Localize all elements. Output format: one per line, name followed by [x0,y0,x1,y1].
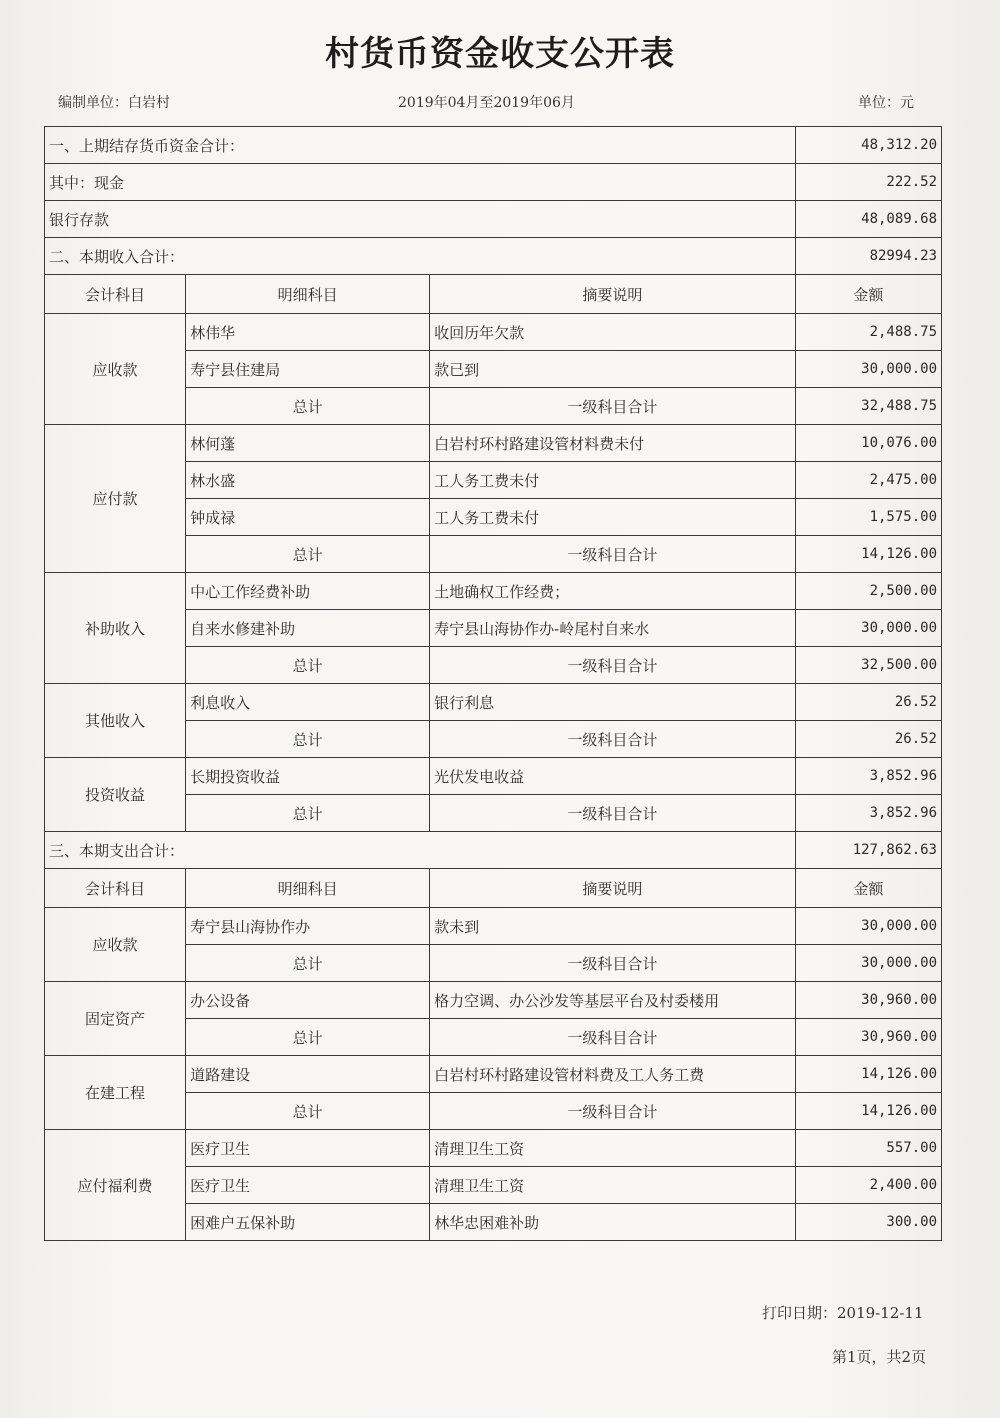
detail-item: 道路建设 [186,1056,430,1093]
amount: 30,000.00 [795,351,941,388]
compiling-unit: 编制单位：白岩村 [58,95,170,111]
subtotal-desc: 一级科目合计 [430,1093,796,1130]
section3-summary-row [45,832,942,869]
description: 款已到 [430,351,796,388]
section3-header-row [45,869,942,908]
description: 收回历年欠款 [430,314,796,351]
subtotal-label: 总计 [186,795,430,832]
report-period: 2019年04月至2019年06月 [398,95,575,111]
description: 工人务工费未付 [430,499,796,536]
account-category: 其他收入 [45,684,186,758]
column-header: 会计科目 [45,275,186,314]
description: 清理卫生工资 [430,1167,796,1204]
column-header: 摘要说明 [430,275,796,314]
description: 格力空调、办公沙发等基层平台及村委楼用 [430,982,796,1019]
detail-item: 困难户五保补助 [186,1204,430,1241]
subtotal-desc: 一级科目合计 [430,721,796,758]
table-row [45,1130,942,1167]
amount: 3,852.96 [795,758,941,795]
table-row [45,908,942,945]
account-category: 投资收益 [45,758,186,832]
table-row [45,758,942,795]
description: 光伏发电收益 [430,758,796,795]
subtotal-desc: 一级科目合计 [430,388,796,425]
subtotal-label: 总计 [186,945,430,982]
amount: 30,000.00 [795,908,941,945]
amount: 26.52 [795,684,941,721]
subtotal-amount: 30,960.00 [795,1019,941,1056]
subtotal-desc: 一级科目合计 [430,536,796,573]
amount: 2,500.00 [795,573,941,610]
amount: 2,475.00 [795,462,941,499]
subtotal-desc: 一级科目合计 [430,945,796,982]
table-row [45,684,942,721]
account-category: 应付福利费 [45,1130,186,1241]
account-category: 补助收入 [45,573,186,684]
description: 银行利息 [430,684,796,721]
ledger-table [44,126,942,1241]
section2-summary-row [45,238,942,275]
account-category: 在建工程 [45,1056,186,1130]
subtotal-amount: 14,126.00 [795,1093,941,1130]
column-header: 金额 [795,275,941,314]
summary-row-opening [45,127,942,164]
subtotal-amount: 26.52 [795,721,941,758]
column-header: 明细科目 [186,869,430,908]
column-header: 金额 [795,869,941,908]
description: 款未到 [430,908,796,945]
section2-header-row [45,275,942,314]
section3-total-label: 三、本期支出合计： [45,832,796,869]
detail-item: 长期投资收益 [186,758,430,795]
subtotal-desc: 一级科目合计 [430,795,796,832]
description: 白岩村环村路建设管材料费及工人务工费 [430,1056,796,1093]
description: 寿宁县山海协作办-岭尾村自来水 [430,610,796,647]
amount: 30,000.00 [795,610,941,647]
summary-row-bank [45,201,942,238]
subtotal-amount: 3,852.96 [795,795,941,832]
detail-item: 寿宁县山海协作办 [186,908,430,945]
subtotal-amount: 32,500.00 [795,647,941,684]
description: 土地确权工作经费； [430,573,796,610]
amount: 14,126.00 [795,1056,941,1093]
bank-label: 银行存款 [45,201,796,238]
description: 清理卫生工资 [430,1130,796,1167]
summary-row-cash [45,164,942,201]
subtotal-desc: 一级科目合计 [430,1019,796,1056]
subtotal-label: 总计 [186,1019,430,1056]
detail-item: 办公设备 [186,982,430,1019]
column-header: 明细科目 [186,275,430,314]
subtotal-label: 总计 [186,1093,430,1130]
opening-balance-total: 48,312.20 [795,127,941,164]
print-date: 打印日期：2019-12-11 [762,1304,924,1322]
section2-total-label: 二、本期收入合计： [45,238,796,275]
account-category: 应收款 [45,314,186,425]
account-category: 固定资产 [45,982,186,1056]
amount: 2,488.75 [795,314,941,351]
detail-item: 林伟华 [186,314,430,351]
opening-balance-label: 一、上期结存货币资金合计： [45,127,796,164]
amount: 2,400.00 [795,1167,941,1204]
subtotal-amount: 32,488.75 [795,388,941,425]
subtotal-label: 总计 [186,647,430,684]
description: 工人务工费未付 [430,462,796,499]
detail-item: 林何蓬 [186,425,430,462]
amount: 1,575.00 [795,499,941,536]
description: 白岩村环村路建设管材料费未付 [430,425,796,462]
table-row [45,573,942,610]
detail-item: 林水盛 [186,462,430,499]
account-category: 应付款 [45,425,186,573]
detail-item: 利息收入 [186,684,430,721]
detail-item: 医疗卫生 [186,1167,430,1204]
subtotal-desc: 一级科目合计 [430,647,796,684]
table-row [45,1056,942,1093]
amount: 300.00 [795,1204,941,1241]
subtotal-label: 总计 [186,721,430,758]
detail-item: 中心工作经费补助 [186,573,430,610]
cash-amount: 222.52 [795,164,941,201]
description: 林华忠困难补助 [430,1204,796,1241]
detail-item: 钟成禄 [186,499,430,536]
amount: 10,076.00 [795,425,941,462]
currency-unit: 单位：元 [858,95,914,111]
amount: 30,960.00 [795,982,941,1019]
section2-total-amount: 82994.23 [795,238,941,275]
detail-item: 医疗卫生 [186,1130,430,1167]
bank-amount: 48,089.68 [795,201,941,238]
subtotal-amount: 30,000.00 [795,945,941,982]
subtotal-amount: 14,126.00 [795,536,941,573]
cash-label: 其中：现金 [45,164,796,201]
page-title: 村货币资金收支公开表 [325,34,675,74]
detail-item: 自来水修建补助 [186,610,430,647]
detail-item: 寿宁县住建局 [186,351,430,388]
table-row [45,982,942,1019]
amount: 557.00 [795,1130,941,1167]
section3-total-amount: 127,862.63 [795,832,941,869]
account-category: 应收款 [45,908,186,982]
subtotal-label: 总计 [186,388,430,425]
subtotal-label: 总计 [186,536,430,573]
ledger-body [45,127,942,1241]
table-row [45,425,942,462]
table-row [45,314,942,351]
column-header: 摘要说明 [430,869,796,908]
page-number: 第1页，共2页 [832,1348,927,1366]
column-header: 会计科目 [45,869,186,908]
